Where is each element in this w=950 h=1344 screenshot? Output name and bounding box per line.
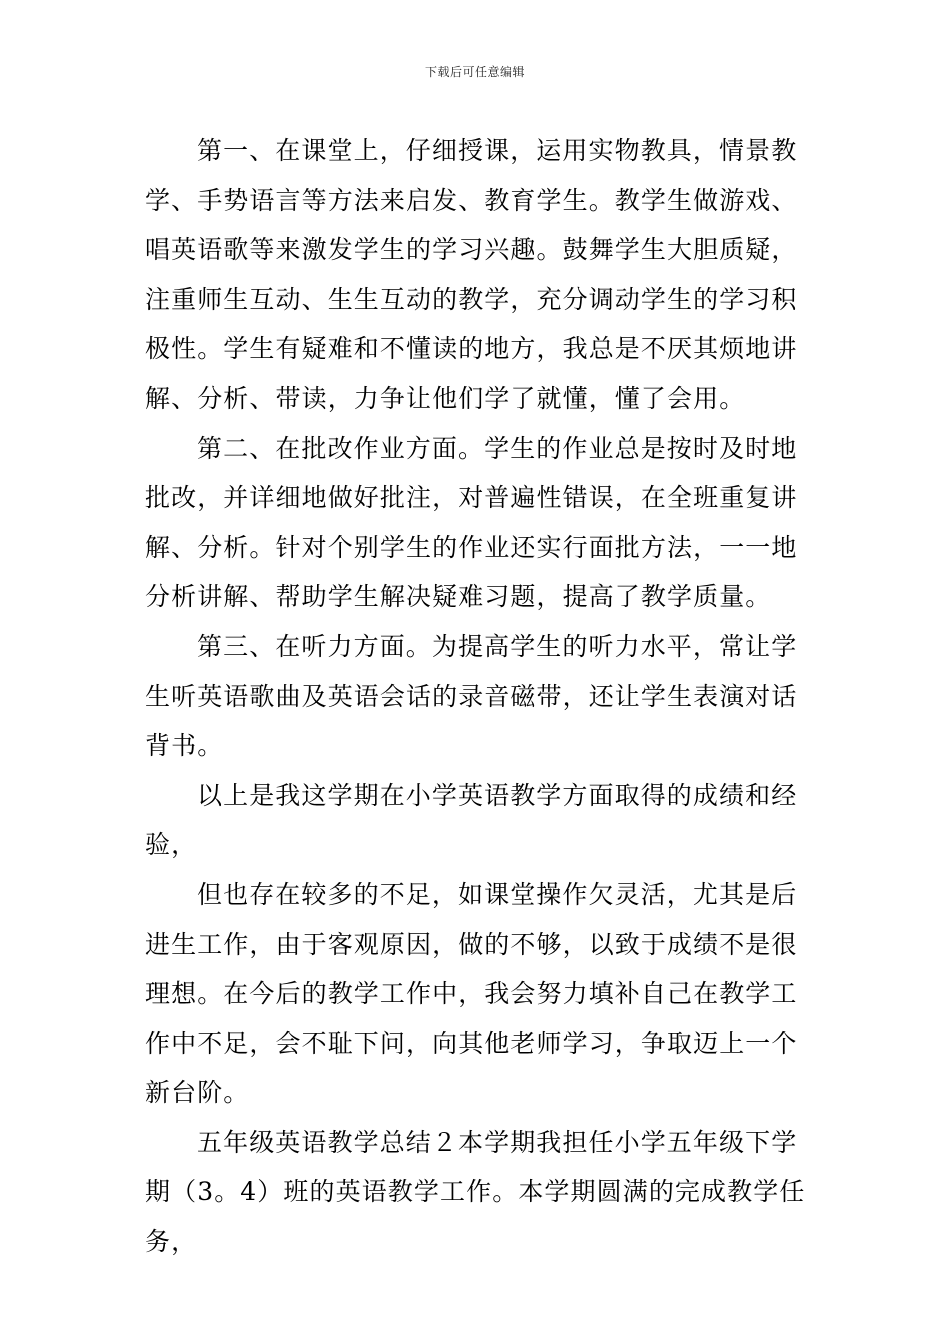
paragraph-shortcomings: 但也存在较多的不足，如课堂操作欠灵活，尤其是后进生工作，由于客观原因，做的不够，以致于成绩不是很理想。在今后的教学工作中，我会努力填补自己在教学工作中不足，会不耻下问，向其他老师学习，争取迈上一个新台阶。 [145,879,798,1108]
paragraph-second-homework: 第二、在批改作业方面。学生的作业总是按时及时地批改，并详细地做好批注，对普遍性错误，在全班重复讲解、分析。针对个别学生的作业还实行面批方法，一一地分析讲解、帮助学生解决疑难习题，提高了教学质量。 [145,433,798,612]
paragraph-summary-2: 五年级英语教学总结２本学期我担任小学五年级下学期（3。4）班的英语教学工作。本学期圆满的完成教学任务， [145,1127,806,1257]
paragraph-achievements: 以上是我这学期在小学英语教学方面取得的成绩和经验， [145,780,798,860]
document-body [145,126,820,1267]
page-header: 下载后可任意编辑 [424,65,525,79]
paragraph-first-classroom: 第一、在课堂上，仔细授课，运用实物教具，情景教学、手势语言等方法来启发、教育学生。教学生做游戏、唱英语歌等来激发学生的学习兴趣。鼓舞学生大胆质疑，注重师生互动、生生互动的教学，充分调动学生的学习积极性。学生有疑难和不懂读的地方，我总是不厌其烦地讲解、分析、带读，力争让他们学了就懂，懂了会用。 [145,136,798,413]
paragraph-third-listening: 第三、在听力方面。为提高学生的听力水平，常让学生听英语歌曲及英语会话的录音磁带，还让学生表演对话背书。 [145,631,798,761]
